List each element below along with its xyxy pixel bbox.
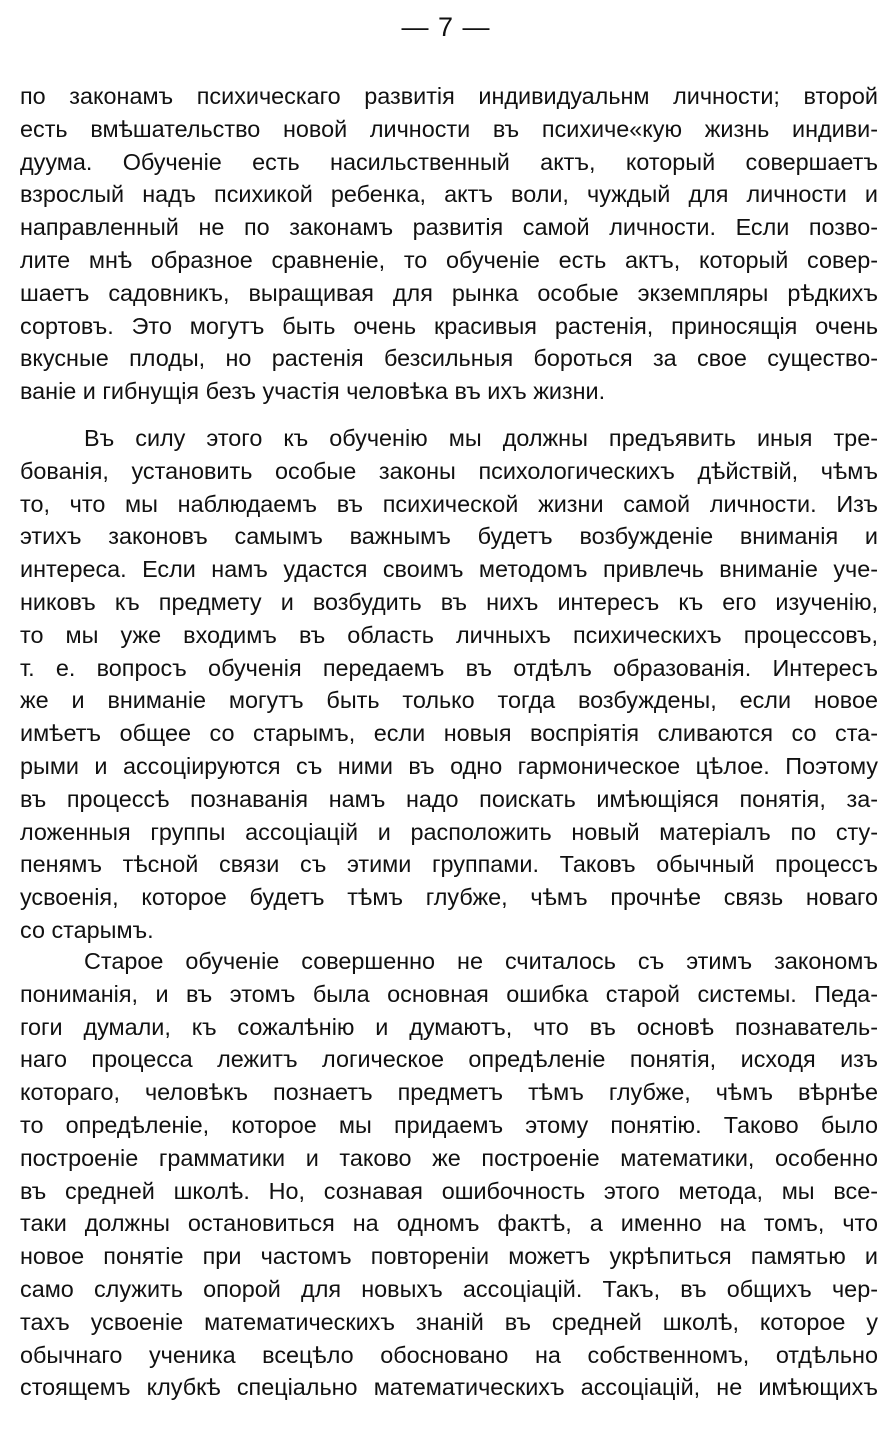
text-line: со старымъ. (20, 916, 154, 943)
text-line: бованія, установить особые законы психологическихъ дѣйствій, чѣмъ (20, 457, 878, 484)
text-line: есть вмѣшательство новой личности въ психиче«кую жизнь индиви- (20, 115, 878, 142)
text-line: же и вниманіе могутъ быть только тогда возбуждены, если новое (20, 687, 878, 714)
text-line: новое понятіе при частомъ повтореніи можетъ укрѣпиться памятью и (20, 1243, 878, 1270)
paragraph-3 (20, 945, 878, 1404)
text-line: шаетъ садовникъ, выращивая для рынка особые экземпляры рѣдкихъ (20, 279, 878, 306)
text-line: обычнаго ученика всецѣло обосновано на собственномъ, отдѣльно (20, 1341, 878, 1368)
text-line: никовъ къ предмету и возбудить въ нихъ интересъ къ его изученію, (20, 588, 878, 615)
text-line: сортовъ. Это могутъ быть очень красивыя растенія, приносящія очень (20, 312, 878, 339)
text-line: котораго, человѣкъ познаетъ предметъ тѣмъ глубже, чѣмъ вѣрнѣе (20, 1079, 878, 1106)
text-line: пенямъ тѣсной связи съ этими группами. Таковъ обычный процессъ (20, 851, 878, 878)
text-line: въ средней школѣ. Но, сознавая ошибочность этого метода, мы все- (20, 1177, 878, 1204)
text-line: пониманія, и въ этомъ была основная ошибка старой системы. Педа- (20, 980, 878, 1007)
text-line: Старое обученіе совершенно не считалось съ этимъ закономъ (84, 948, 878, 974)
text-line: то мы уже входимъ въ область личныхъ психическихъ процессовъ, (20, 621, 878, 648)
text-line: гоги думали, къ сожалѣнію и думаютъ, что въ основѣ познаватель- (20, 1013, 878, 1040)
text-line: стоящемъ клубкѣ спеціально математическихъ ассоціацій, не имѣющихъ (20, 1374, 878, 1401)
text-line: взрослый надъ психикой ребенка, актъ воли, чуждый для личности и (20, 181, 878, 208)
text-line: по законамъ психическаго развитія индивидуальнм личности; второй (20, 83, 878, 109)
text-line: усвоенія, которое будетъ тѣмъ глубже, чѣмъ прочнѣе связь новаго (20, 884, 878, 911)
text-line: этихъ законовъ самымъ важнымъ будетъ возбужденіе вниманія и (20, 523, 878, 550)
text-line: Въ силу этого къ обученію мы должны предъявить иныя тре- (84, 425, 878, 451)
text-line: имѣетъ общее со старымъ, если новыя воспріятія сливаются со ста- (20, 720, 878, 747)
text-line: интереса. Если намъ удастся своимъ методомъ привлечь вниманіе уче- (20, 556, 878, 583)
text-line: таки должны остановиться на одномъ фактѣ, а именно на томъ, что (20, 1210, 878, 1237)
page-number: — 7 — (401, 12, 491, 42)
text-line: ваніе и гибнущія безъ участія человѣка въ ихъ жизни. (20, 378, 606, 405)
text-line: т. е. вопросъ обученія передаемъ въ отдѣлъ образованія. Интересъ (20, 654, 878, 681)
text-line: лите мнѣ образное сравненіе, то обученіе есть актъ, который совер- (20, 246, 878, 273)
text-line: вкусные плоды, но растенія безсильныя бороться за свое существо- (20, 345, 878, 372)
paragraph-2 (20, 422, 878, 947)
text-line: тахъ усвоеніе математическихъ знаній въ средней школѣ, которое у (20, 1308, 878, 1335)
text-line: наго процесса лежитъ логическое опредѣленіе понятія, исходя изъ (20, 1046, 878, 1073)
text-line: то опредѣленіе, которое мы придаемъ этому понятію. Таково было (20, 1111, 878, 1138)
text-line: построеніе грамматики и таково же построеніе математики, особенно (20, 1144, 878, 1171)
text-line: то, что мы наблюдаемъ въ психической жизни самой личности. Изъ (20, 490, 878, 517)
text-line: направленный не по законамъ развитія самой личности. Если позво- (20, 214, 878, 241)
paragraph-1 (20, 80, 878, 408)
text-line: рыми и ассоціируются съ ними въ одно гармоническое цѣлое. Поэтому (20, 752, 878, 779)
text-line: ложенныя группы ассоціацій и расположить новый матеріалъ по сту- (20, 818, 878, 845)
text-line: дуума. Обученіе есть насильственный актъ, который совершаетъ (20, 148, 878, 175)
text-line: само служить опорой для новыхъ ассоціацій. Такъ, въ общихъ чер- (20, 1275, 878, 1302)
text-line: въ процессѣ познаванія намъ надо поискать имѣющіяся понятія, за- (20, 785, 878, 812)
